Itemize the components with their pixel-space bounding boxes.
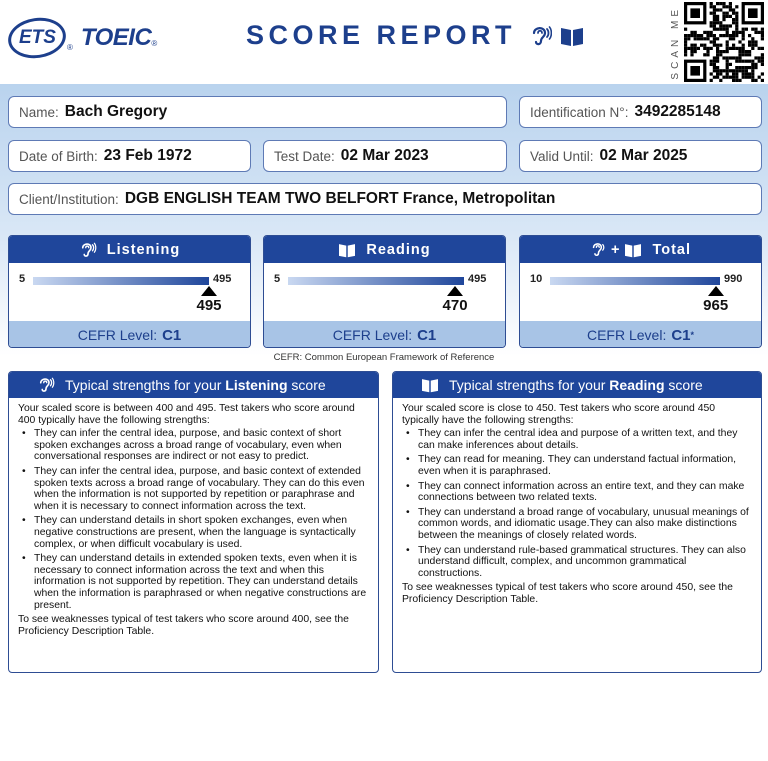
listening-card-title: Listening [106,241,181,258]
total-scale-max: 990 [724,273,743,285]
reading-strengths-title [449,377,703,393]
qr-code[interactable] [684,2,764,82]
reading-strengths-title-bold: Reading [609,377,665,393]
listening-strengths-title-suffix: score [291,377,326,393]
reading-card-header [264,236,505,263]
valid-until-value: 02 Mar 2025 [599,147,688,164]
list-item: • They can connect information across an entire text, and they can make connections between two related texts. [402,481,752,504]
ear-icon [590,241,607,258]
reading-strengths-title-prefix: Typical strengths for your [449,377,606,393]
reading-strengths-intro: Your scaled score is close to 450. Test takers who score around 450 typically have the following strengths: [402,403,716,426]
id-value: 3492285148 [634,103,721,120]
total-cefr-label: CEFR Level: [586,327,667,343]
report-header [0,0,768,84]
reading-strengths-header [393,372,761,398]
reading-score-card [263,235,506,348]
reading-score-marker [447,286,463,296]
reading-strengths-title-suffix: score [668,377,703,393]
total-scale-min: 10 [530,273,543,285]
listening-scale-min: 5 [19,273,26,285]
reading-scale-max: 495 [468,273,487,285]
ets-logo-text: ETS [18,27,56,49]
listening-cefr [9,321,250,348]
listening-strengths-header [9,372,378,398]
listening-strengths-title-bold: Listening [225,377,288,393]
reading-strengths-panel [392,371,762,673]
reading-cefr [264,321,505,348]
list-item: • They can understand rule-based grammatical structures. They can also understand difficult, complex, and uncommon grammatical constructions. [402,545,752,580]
client-field [8,183,762,215]
dob-label: Date of Birth: [19,148,98,164]
total-plus-sign: + [610,241,621,258]
test-date-field [263,140,507,172]
total-card-title: Total [652,241,692,258]
reading-score-scale [264,263,505,321]
total-card-header [520,236,761,263]
listening-score-marker [201,286,217,296]
reading-strengths-list [402,428,752,579]
toeic-registered-mark: ® [151,39,158,48]
total-cefr-footnote-mark: * [690,330,695,340]
ets-registered-mark: ® [67,43,73,52]
title-block [246,20,584,51]
valid-until-label: Valid Until: [530,148,594,164]
list-item: • They can infer the central idea, purpose, and basic context of extended spoken texts across a broad range of vocabulary. They can do this even when the information is not supported by repetition or paraphrase and when it is necessary to connect information across the text. [18,466,369,512]
name-label: Name: [19,104,59,120]
listening-score-bar [33,277,209,285]
total-score-scale [520,263,761,321]
reading-cefr-level: C1 [417,326,437,344]
listening-strengths-panel [8,371,379,673]
reading-strengths-outro: To see weaknesses typical of test takers who score around 450, see the Proficiency Description Table. [402,582,733,605]
total-cefr [520,321,761,348]
test-date-label: Test Date: [274,148,335,164]
listening-score-value: 495 [196,297,222,314]
list-item: • They can infer the central idea and purpose of a written text, and they can make inferences about details. [402,428,752,451]
list-item: • They can infer the central idea, purpose, and basic context of short spoken exchanges across a broad range of vocabulary, even when conversational responses are indirect or not easy to predict. [18,428,369,463]
reading-score-value: 470 [442,297,468,314]
listening-scale-max: 495 [213,273,232,285]
dob-field [8,140,251,172]
reading-cefr-label: CEFR Level: [332,327,413,343]
client-value: DGB ENGLISH TEAM TWO BELFORT France, Metropolitan [124,190,556,207]
book-icon [421,377,439,393]
dob-value: 23 Feb 1972 [103,147,192,164]
listening-score-scale [9,263,250,321]
total-cefr-level: C1 [671,326,691,344]
reading-scale-min: 5 [274,273,281,285]
toeic-logo-text: TOEIC [80,24,152,51]
total-score-card [519,235,762,348]
book-icon [560,25,584,47]
book-icon [624,242,642,258]
listening-strengths-body [9,398,378,644]
ear-icon [79,241,97,259]
total-score-marker [708,286,724,296]
reading-card-title: Reading [366,241,431,258]
list-item: • They can read for meaning. They can understand factual information, even when it is paraphrased. [402,454,752,477]
ets-toeic-logo [8,16,157,60]
page-title: SCORE REPORT [246,20,517,50]
scan-me-text: SCAN ME [669,6,681,80]
total-score-value: 965 [703,297,729,314]
book-icon [338,242,356,258]
scan-me-label [668,4,682,82]
listening-card-header [9,236,250,263]
reading-strengths-body [393,398,761,613]
valid-until-field [519,140,762,172]
test-date-value: 02 Mar 2023 [340,147,429,164]
client-label: Client/Institution: [19,191,119,207]
title-icons [530,24,584,48]
id-label: Identification N°: [530,104,629,120]
listening-strengths-title-prefix: Typical strengths for your [65,377,222,393]
reading-score-bar [288,277,464,285]
id-field [519,96,762,128]
ets-logo [5,14,68,62]
listening-cefr-label: CEFR Level: [77,327,158,343]
name-field [8,96,507,128]
listening-score-card [8,235,251,348]
listening-cefr-level: C1 [162,326,182,344]
name-value: Bach Gregory [64,103,168,120]
listening-strengths-outro: To see weaknesses typical of test takers who score around 400, see the Proficiency Description Table. [18,614,349,637]
listening-strengths-list [18,428,369,611]
list-item: • They can understand details in short spoken exchanges, even when negative constructions are present, when the language is syntactically complex, or when difficult vocabulary is used. [18,515,369,550]
listening-strengths-intro: Your scaled score is between 400 and 495. Test takers who score around 400 typically have the following strengths: [18,403,355,426]
list-item: • They can understand details in extended spoken texts, even when it is necessary to connect information across the text and when this information is not supported by repetition. They can understand details when the information is paraphrased or when negative constructions are present. [18,553,369,611]
ear-icon [37,376,55,394]
list-item: • They can understand a broad range of vocabulary, unusual meanings of common words, and idiomatic usage.They can also make distinctions between the meanings of closely related words. [402,507,752,542]
ear-icon [530,24,552,48]
cefr-footnote: CEFR: Common European Framework of Reference [273,352,495,363]
listening-strengths-title [65,377,326,393]
total-score-bar [550,277,720,285]
